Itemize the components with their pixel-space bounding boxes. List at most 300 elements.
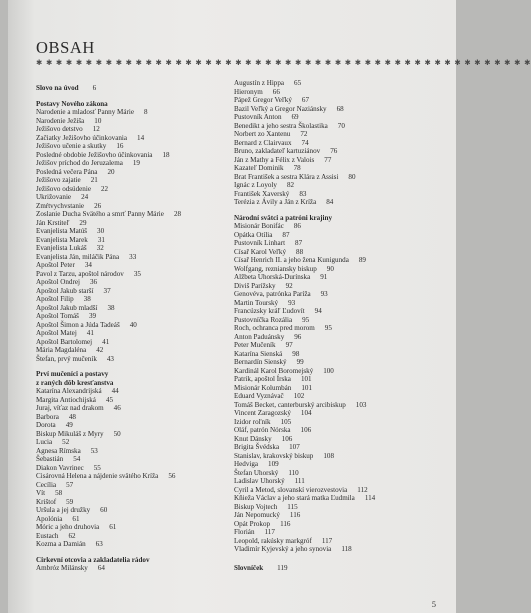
toc-entry[interactable] <box>36 159 236 168</box>
toc-entry-title: Francúzsky kráľ Ľudovít <box>234 307 305 315</box>
toc-entry[interactable] <box>36 261 236 270</box>
toc-entry-title: Agnesa Rímska <box>36 446 81 455</box>
toc-entry-title: Pápež Gregor Veľký <box>234 96 292 104</box>
toc-entry[interactable] <box>36 185 236 194</box>
toc-entry-title: Móric a jeho druhovia <box>36 523 100 531</box>
page-ref: 82 <box>286 181 295 189</box>
page-ref: 95 <box>324 324 332 332</box>
toc-entry[interactable] <box>234 460 452 469</box>
toc-entry[interactable] <box>36 464 236 473</box>
toc-entry[interactable] <box>234 333 452 342</box>
page-ref: 61 <box>109 523 117 531</box>
toc-entry-title: Eustach <box>36 531 59 540</box>
toc-entry[interactable] <box>234 273 452 282</box>
toc-entry-title: Pustovník Linhart <box>234 239 286 247</box>
page-ref: 21 <box>90 176 98 184</box>
page-ref: 97 <box>285 341 293 349</box>
toc-entry-title: Knut Dánsky <box>234 434 272 443</box>
toc-entry[interactable] <box>234 375 452 384</box>
toc-entry-title: Kňieža Václav a jeho stará matka Ľudmila <box>234 494 355 502</box>
page-ref: 46 <box>113 404 121 412</box>
page-ref: 26 <box>94 201 102 210</box>
section-heading-text: Slovníček <box>234 563 264 572</box>
toc-entry[interactable] <box>234 324 452 333</box>
page-ref: 96 <box>294 332 302 341</box>
page-ref: 49 <box>65 421 73 429</box>
toc-entry-title: Margita Antiochijská <box>36 395 96 404</box>
toc-entry-title: Evanjelista Ján, miláčik Pána <box>36 252 120 261</box>
page-ref: 14 <box>137 133 145 142</box>
toc-entry[interactable] <box>36 447 236 456</box>
toc-entry-title: Eduard Vyznávač <box>234 392 284 400</box>
toc-entry-title: Uršula a jej družky <box>36 506 91 514</box>
page-ref: 80 <box>348 172 356 181</box>
toc-entry[interactable] <box>234 147 452 156</box>
page-ref: 65 <box>294 79 302 87</box>
toc-entry-title: Barbora <box>36 412 59 421</box>
toc-entry-title: Apolónia <box>36 514 63 523</box>
page-ref: 38 <box>83 295 91 303</box>
toc-entry[interactable] <box>234 122 452 131</box>
toc-entry[interactable] <box>36 125 236 134</box>
page-ref: 28 <box>173 210 182 218</box>
toc-entry-title: Bruno, zakladateľ kartuziánov <box>234 147 321 155</box>
page-ref: 119 <box>277 563 288 572</box>
toc-entry[interactable] <box>36 532 236 541</box>
page-ref: 87 <box>295 239 303 247</box>
toc-entry-title: Cyril a Metod, slovanskí vierozvestovia <box>234 485 348 494</box>
page-ref: 116 <box>280 519 291 528</box>
page-ref: 94 <box>314 307 322 315</box>
toc-entry[interactable] <box>234 426 452 435</box>
toc-entry[interactable] <box>234 367 452 376</box>
section-heading-text: Národní svätci a patróni krajiny <box>234 213 333 222</box>
toc-entry[interactable] <box>234 256 452 265</box>
page-ref: 106 <box>281 434 293 443</box>
toc-entry[interactable] <box>36 329 236 338</box>
page-ref: 18 <box>162 150 170 159</box>
toc-entry-title: Vít <box>36 489 46 497</box>
section-heading-text: z raných dôb kresťanstva <box>36 378 114 387</box>
toc-entry[interactable] <box>234 198 452 207</box>
page-ref: 61 <box>72 514 80 523</box>
page-ref: 24 <box>81 193 89 201</box>
toc-entry-title: Kardinál Karol Boromejský <box>234 366 314 375</box>
toc-entry[interactable] <box>234 401 452 410</box>
toc-entry-title: Dorota <box>36 421 56 429</box>
page-ref: 109 <box>268 460 279 468</box>
page-ref: 93 <box>320 290 328 298</box>
toc-entry[interactable] <box>234 494 452 503</box>
page-ref: 77 <box>324 155 332 164</box>
toc-entry[interactable] <box>36 564 236 573</box>
section-heading <box>36 84 236 93</box>
section-heading-text: Prví mučeníci a postavy <box>36 370 109 378</box>
toc-entry-title: Brigita Švédska <box>234 443 280 451</box>
toc-entry-title: Misionár Bonifác <box>234 222 284 230</box>
toc-entry-title: Začiatky Ježišovho účinkovania <box>36 133 128 142</box>
toc-entry[interactable] <box>234 79 452 88</box>
section-heading <box>234 564 452 573</box>
toc-entry[interactable] <box>36 515 236 524</box>
toc-entry-title: Ježišovo odsúdenie <box>36 184 91 193</box>
toc-entry-title: Bernard z Clairvaux <box>234 138 292 147</box>
toc-entry[interactable] <box>234 139 452 148</box>
toc-entry-title: Roch, ochranca pred morom <box>234 324 315 332</box>
toc-entry-title: Štefan, prvý mučeník <box>36 354 97 363</box>
toc-entry[interactable] <box>234 452 452 461</box>
toc-entry-title: Ján z Mathy a Félix z Valois <box>234 155 315 164</box>
toc-entry[interactable] <box>234 435 452 444</box>
toc-entry[interactable] <box>234 96 452 105</box>
toc-entry-title: Mária Magdaléna <box>36 346 87 354</box>
toc-entry[interactable] <box>36 413 236 422</box>
star-divider: ✱ ✱ ✱ ✱ ✱ ✱ ✱ ✱ ✱ ✱ ✱ ✱ ✱ ✱ ✱ ✱ ✱ ✱ ✱ ✱ ✱ ✱ ✱ ✱ ✱ ✱ ✱ ✱ ✱ ✱ ✱ ✱ ✱ ✱ ✱ ✱ ✱ ✱ ✱ ✱ ✱ ✱ ✱ ✱ ✱ ✱ ✱ ✱ ✱ ✱ <box>36 58 531 67</box>
page-ref: 106 <box>300 426 312 434</box>
page-ref: 110 <box>288 468 299 477</box>
page-ref: 103 <box>355 400 367 409</box>
toc-entry[interactable] <box>234 392 452 401</box>
toc-entry-title: Kozma a Damián <box>36 540 86 548</box>
toc-entry[interactable] <box>36 193 236 202</box>
page-ref: 117 <box>264 528 275 536</box>
toc-entry-title: Apoštol Ondrej <box>36 278 80 286</box>
toc-entry[interactable] <box>36 202 236 211</box>
toc-entry-title: Vincent Zaragozský <box>234 409 291 417</box>
page-ref: 83 <box>299 189 307 198</box>
page-ref: 88 <box>296 247 304 256</box>
page-ref: 78 <box>293 164 301 172</box>
section-heading <box>36 556 236 565</box>
page-ref: 40 <box>129 320 137 329</box>
section-heading <box>234 214 452 223</box>
toc-entry[interactable] <box>36 253 236 262</box>
section-heading <box>36 379 236 388</box>
toc-entry[interactable] <box>234 443 452 452</box>
page-ref: 95 <box>302 315 310 324</box>
toc-entry-title: Zmŕtvychvstanie <box>36 201 85 210</box>
toc-entry[interactable] <box>234 358 452 367</box>
page-ref: 115 <box>287 502 298 511</box>
toc-entry[interactable] <box>36 227 236 236</box>
toc-entry[interactable] <box>234 231 452 240</box>
toc-entry[interactable] <box>234 290 452 299</box>
page-ref: 12 <box>92 125 100 133</box>
toc-entry-title: Diviš Parížsky <box>234 281 276 290</box>
page-ref: 99 <box>296 358 304 366</box>
page-ref: 44 <box>111 387 119 395</box>
page-ref: 63 <box>95 540 103 548</box>
page-ref: 34 <box>84 261 92 269</box>
toc-entry[interactable] <box>234 173 452 182</box>
toc-entry-title: Alžbeta Uhorská-Durínska <box>234 273 311 281</box>
toc-entry[interactable] <box>36 523 236 532</box>
toc-entry[interactable] <box>234 528 452 537</box>
toc-entry[interactable] <box>234 316 452 325</box>
toc-entry-title: Hieronym <box>234 87 263 96</box>
toc-entry-title: Pustovník Anton <box>234 113 282 121</box>
toc-entry[interactable] <box>36 338 236 347</box>
toc-entry[interactable] <box>36 404 236 413</box>
toc-entry-title: Norbert zo Xantenu <box>234 130 291 138</box>
toc-entry-title: Evanjelista Matúš <box>36 227 88 235</box>
toc-entry[interactable] <box>36 295 236 304</box>
toc-entry[interactable] <box>36 287 236 296</box>
toc-entry-title: Anton Paduánsky <box>234 332 285 341</box>
toc-entry[interactable] <box>234 384 452 393</box>
toc-entry-title: Oláf, patrón Nórska <box>234 426 291 434</box>
toc-entry-title: Augustín z Hippa <box>234 79 285 87</box>
toc-entry[interactable] <box>234 545 452 554</box>
page-ref: 105 <box>280 417 292 426</box>
section-heading <box>36 100 236 109</box>
toc-entry[interactable] <box>36 489 236 498</box>
toc-entry-title: Stanislav, krakovský biskup <box>234 451 314 460</box>
page-ref: 35 <box>133 269 141 278</box>
toc-entry[interactable] <box>234 248 452 257</box>
toc-entry[interactable] <box>234 282 452 291</box>
toc-entry[interactable] <box>36 270 236 279</box>
toc-entry-title: Misionár Kolumbán <box>234 383 292 392</box>
toc-entry-title: Štefan Uhorský <box>234 468 279 477</box>
toc-entry-title: Bernardín Sienský <box>234 358 287 366</box>
toc-entry-title: Opátka Otília <box>234 230 273 239</box>
toc-entry[interactable] <box>36 346 236 355</box>
toc-entry[interactable] <box>234 418 452 427</box>
toc-entry[interactable] <box>36 430 236 439</box>
page-ref: 69 <box>291 113 299 121</box>
toc-entry-title: Apoštol Bartolomej <box>36 337 93 346</box>
page-ref: 74 <box>301 138 309 147</box>
toc-entry-title: Narodenie a mladosť Panny Márie <box>36 108 134 116</box>
page-ref: 19 <box>132 159 140 167</box>
toc-entry-title: Florián <box>234 528 255 536</box>
toc-entry-title: Cecília <box>36 480 57 489</box>
toc-entry[interactable] <box>36 108 236 117</box>
toc-entry-title: Apoštol Matej <box>36 329 77 337</box>
toc-entry-title: Ladislav Uhorský <box>234 477 285 485</box>
toc-entry[interactable] <box>36 481 236 490</box>
toc-entry-title: Biskup Vojtech <box>234 502 278 511</box>
page-ref: 6 <box>92 84 97 92</box>
toc-entry[interactable] <box>234 222 452 231</box>
page-ref: 87 <box>282 230 290 239</box>
page-ref: 16 <box>116 142 124 150</box>
page-ref: 101 <box>301 383 312 392</box>
toc-entry-title: Izidor roľník <box>234 417 271 426</box>
toc-entry[interactable] <box>36 438 236 447</box>
toc-entry-title: František Xaverský <box>234 189 290 198</box>
toc-entry-title: Evanjelista Lukáš <box>36 244 87 252</box>
toc-entry-title: Bazil Veľký a Gregor Naziánsky <box>234 104 327 113</box>
page-ref: 50 <box>113 429 121 438</box>
toc-entry[interactable] <box>36 244 236 253</box>
toc-entry[interactable] <box>36 168 236 177</box>
page-ref: 67 <box>301 96 309 104</box>
page-ref: 29 <box>79 218 87 227</box>
page-ref: 20 <box>107 167 115 176</box>
toc-entry[interactable] <box>36 219 236 228</box>
page-ref: 116 <box>289 511 301 519</box>
page-ref: 104 <box>300 409 312 417</box>
toc-entry[interactable] <box>234 307 452 316</box>
toc-entry[interactable] <box>36 312 236 321</box>
toc-entry[interactable] <box>234 409 452 418</box>
book-page <box>8 0 531 613</box>
toc-entry[interactable] <box>36 387 236 396</box>
page-ref: 72 <box>300 130 308 138</box>
page-ref: 33 <box>129 252 137 261</box>
toc-entry[interactable] <box>234 113 452 122</box>
toc-entry[interactable] <box>36 506 236 515</box>
page-ref: 62 <box>68 531 76 540</box>
toc-entry[interactable] <box>36 304 236 313</box>
toc-entry[interactable] <box>36 142 236 151</box>
toc-entry-title: Opát Prokop <box>234 519 271 528</box>
toc-entry-title: Šebastián <box>36 455 64 463</box>
page-ref: 90 <box>326 264 334 273</box>
toc-entry[interactable] <box>36 355 236 364</box>
page-ref: 91 <box>320 273 328 281</box>
toc-entry-title: Tomáš Becket, canterburský arcibiskup <box>234 400 346 409</box>
toc-entry[interactable] <box>36 321 236 330</box>
toc-column-left <box>36 84 236 573</box>
page-ref: 43 <box>106 354 114 363</box>
page-number: 5 <box>431 599 436 609</box>
page-ref: 59 <box>66 497 74 506</box>
page-ref: 89 <box>358 256 366 264</box>
page-ref: 8 <box>143 108 148 116</box>
page-ref: 93 <box>288 298 296 307</box>
page-ref: 36 <box>89 278 98 286</box>
toc-entry[interactable] <box>36 151 236 160</box>
toc-entry-title: Zoslanie Ducha Svätého a smrť Panny Márie <box>36 210 164 218</box>
toc-entry[interactable] <box>234 105 452 114</box>
section-heading-text: Cirkevní otcovia a zakladatelia rádov <box>36 555 150 564</box>
toc-entry-title: Císař Karol Veľký <box>234 247 287 256</box>
toc-entry-title: Kazateľ Dominik <box>234 164 284 172</box>
toc-entry[interactable] <box>234 537 452 546</box>
page-ref: 86 <box>293 222 301 230</box>
page-ref: 54 <box>73 455 81 463</box>
toc-entry[interactable] <box>36 278 236 287</box>
page-ref: 98 <box>292 349 300 358</box>
toc-entry[interactable] <box>36 210 236 219</box>
page-ref: 45 <box>105 395 114 404</box>
toc-entry[interactable] <box>234 88 452 97</box>
page-ref: 64 <box>97 564 105 572</box>
page-title: OBSAH <box>36 38 95 57</box>
toc-entry[interactable] <box>36 498 236 507</box>
toc-entry[interactable] <box>36 540 236 549</box>
toc-entry-title: Ukrižovanie <box>36 193 72 201</box>
page-ref: 41 <box>86 329 94 337</box>
toc-entry-title: Hedviga <box>234 460 259 468</box>
page-ref: 107 <box>289 443 300 451</box>
toc-entry[interactable] <box>234 520 452 529</box>
toc-column-right <box>234 79 452 572</box>
page-ref: 37 <box>103 286 111 295</box>
page-ref: 56 <box>168 472 176 480</box>
toc-entry[interactable] <box>234 181 452 190</box>
toc-entry[interactable] <box>234 477 452 486</box>
toc-entry-title: Apoštol Peter <box>36 261 75 269</box>
toc-entry-title: Genovéva, patrónka Paríža <box>234 290 311 298</box>
toc-entry[interactable] <box>36 134 236 143</box>
toc-entry-title: Ježišovo učenie a skutky <box>36 142 107 150</box>
toc-entry-title: Ján Nepomucký <box>234 511 280 519</box>
toc-entry[interactable] <box>36 176 236 185</box>
page-ref: 48 <box>68 412 76 421</box>
toc-entry[interactable] <box>36 396 236 405</box>
toc-entry-title: Apoštol Jakub mladší <box>36 303 98 312</box>
toc-entry[interactable] <box>234 350 452 359</box>
toc-entry-title: Evanjelista Marek <box>36 235 88 244</box>
toc-entry-title: Katarína Sienská <box>234 349 283 358</box>
toc-entry-title: Lucia <box>36 438 53 446</box>
page-ref: 39 <box>88 312 97 320</box>
toc-entry-title: Apoštol Jakub starší <box>36 286 94 295</box>
toc-entry[interactable] <box>36 236 236 245</box>
page-ref: 108 <box>323 451 334 460</box>
toc-entry[interactable] <box>234 503 452 512</box>
toc-entry-title: Pustovníčka Rozália <box>234 315 293 324</box>
toc-entry-title: Martin Tourský <box>234 298 279 307</box>
page-ref: 70 <box>337 121 345 130</box>
toc-entry-title: Diakon Vavrinec <box>36 463 84 472</box>
page-ref: 84 <box>326 198 334 206</box>
toc-entry[interactable] <box>234 469 452 478</box>
toc-entry-title: Posledná večera Pána <box>36 167 98 176</box>
toc-entry[interactable] <box>36 421 236 430</box>
toc-entry[interactable] <box>234 265 452 274</box>
toc-entry-title: Apoštol Filip <box>36 295 74 303</box>
page-ref: 68 <box>336 104 344 113</box>
toc-entry[interactable] <box>234 486 452 495</box>
toc-entry-title: Ježišovo zajatie <box>36 176 81 184</box>
toc-entry[interactable] <box>234 239 452 248</box>
toc-entry[interactable] <box>234 156 452 165</box>
toc-entry[interactable] <box>36 455 236 464</box>
page-ref: 66 <box>272 87 280 96</box>
page-ref: 41 <box>102 337 110 346</box>
page-ref: 55 <box>93 463 101 472</box>
toc-entry[interactable] <box>234 190 452 199</box>
page-ref: 31 <box>97 235 105 244</box>
toc-entry-title: Ježišovo detstvo <box>36 125 83 133</box>
toc-entry[interactable] <box>234 164 452 173</box>
toc-entry-title: Ambróz Milánsky <box>36 564 88 572</box>
toc-entry[interactable] <box>234 341 452 350</box>
toc-entry[interactable] <box>234 511 452 520</box>
page-ref: 53 <box>90 446 98 455</box>
page-ref: 76 <box>330 147 338 155</box>
toc-entry-title: Brat František a sestra Klára z Assisi <box>234 172 339 181</box>
toc-entry-title: Císař Henrich II. a jeho žena Kunigunda <box>234 256 349 264</box>
toc-entry[interactable] <box>234 299 452 308</box>
page-ref: 92 <box>285 281 293 290</box>
page-ref: 111 <box>294 477 305 485</box>
page-ref: 10 <box>94 116 102 125</box>
toc-entry-title: Apoštol Tomáš <box>36 312 79 320</box>
page-ref: 114 <box>364 494 376 502</box>
toc-entry-title: Ježišov príchod do Jeruzalema <box>36 159 123 167</box>
toc-entry[interactable] <box>36 117 236 126</box>
toc-entry[interactable] <box>36 472 236 481</box>
toc-entry-title: Patrik, apoštol Írska <box>234 375 291 383</box>
toc-entry-title: Narodenie Ježiša <box>36 116 85 125</box>
toc-entry[interactable] <box>234 130 452 139</box>
